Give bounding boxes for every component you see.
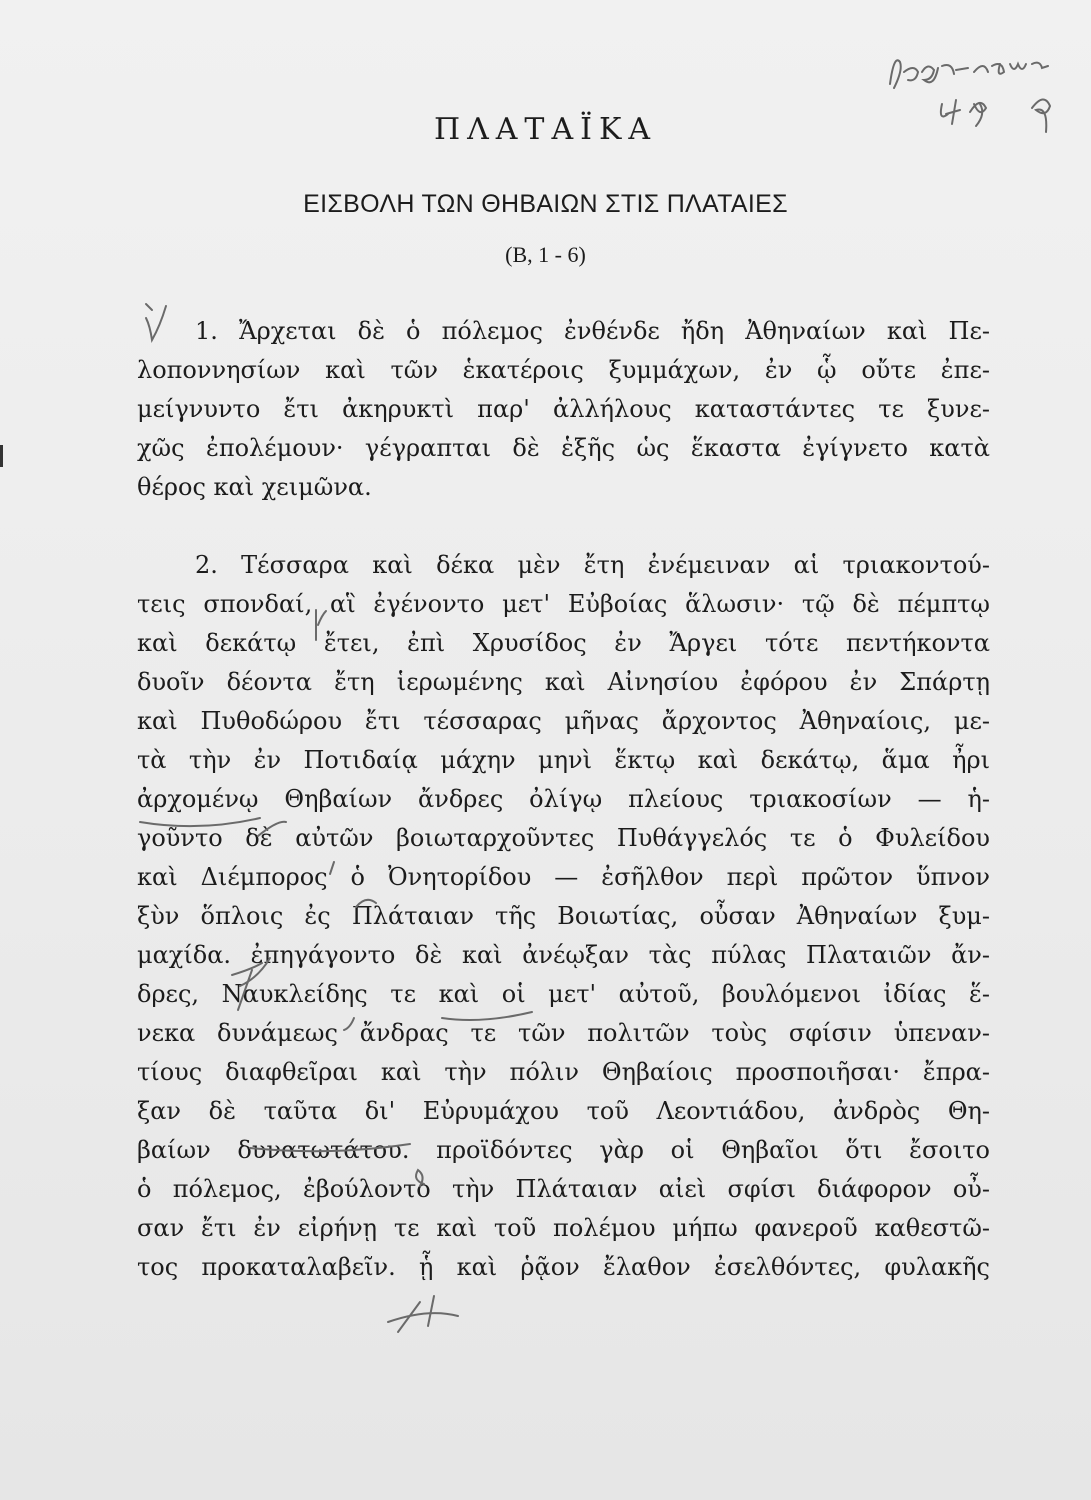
text-line: ξὺν ὅπλοις ἐς Πλάταιαν τῆς Βοιωτίας, οὖσαν Ἀθηναίων ξυμ- <box>137 902 990 930</box>
text-line: τὰ τὴν ἐν Ποτιδαίᾳ μάχην μηνὶ ἕκτῳ καὶ δεκάτῳ, ἅμα ἦρι <box>137 746 990 774</box>
paragraph-2 <box>137 546 990 1287</box>
text-line: καὶ δεκάτῳ ἔτει, ἐπὶ Χρυσίδος ἐν Ἄργει τότε πεντήκοντα <box>137 629 990 657</box>
margin-edge-mark <box>0 445 3 467</box>
text-line: καὶ Διέμπορος ὁ Ὀνητορίδου — ἐσῆλθον περὶ πρῶτον ὕπνον <box>137 863 990 891</box>
text-line: χῶς ἐπολέμουν· γέγραπται δὲ ἑξῆς ὡς ἕκαστα ἐγίγνετο κατὰ <box>137 434 990 462</box>
text-line: σαν ἔτι ἐν εἰρήνῃ τε καὶ τοῦ πολέμου μήπω φανεροῦ καθεστῶ- <box>137 1214 990 1242</box>
text-line: τος προκαταλαβεῖν. ᾗ καὶ ῥᾷον ἔλαθον ἐσελθόντες, φυλακῆς <box>137 1253 990 1281</box>
greek-text-body <box>137 312 990 1287</box>
text-line: δυοῖν δέοντα ἔτη ἱερωμένης καὶ Αἰνησίου ἐφόρου ἐν Σπάρτῃ <box>137 668 990 696</box>
text-line: 2. Τέσσαρα καὶ δέκα μὲν ἔτη ἐνέμειναν αἱ τριακοντού- <box>195 551 990 579</box>
text-line: καὶ Πυθοδώρου ἔτι τέσσαρας μῆνας ἄρχοντος Ἀθηναίοις, με- <box>137 707 990 735</box>
text-line: νεκα δυνάμεως ἄνδρας τε τῶν πολιτῶν τοὺς σφίσιν ὑπεναν- <box>137 1019 990 1047</box>
text-line: 1. Ἄρχεται δὲ ὁ πόλεμος ἐνθένδε ἤδη Ἀθηναίων καὶ Πε- <box>195 317 990 345</box>
text-line: βαίων δυνατωτάτου. προϊδόντες γὰρ οἱ Θηβαῖοι ὅτι ἔσοιτο <box>137 1136 990 1164</box>
book-reference: (Β, 1 - 6) <box>505 242 586 267</box>
text-line: ὁ πόλεμος, ἐβούλοντο τὴν Πλάταιαν αἰεὶ σφίσι διάφορον οὖ- <box>137 1175 990 1203</box>
paragraph-1 <box>137 312 990 507</box>
text-line: θέρος καὶ χειμῶνα. <box>137 473 372 501</box>
text-line: μείγνυντο ἔτι ἀκηρυκτὶ παρ' ἀλλήλους καταστάντες τε ξυνε- <box>137 395 990 423</box>
text-line: τίους διαφθεῖραι καὶ τὴν πόλιν Θηβαίοις προσποιῆσαι· ἔπρα- <box>137 1058 990 1086</box>
text-line: γοῦντο δὲ αὐτῶν βοιωταρχοῦντες Πυθάγγελός τε ὁ Φυλείδου <box>137 824 990 852</box>
text-line: λοποννησίων καὶ τῶν ἑκατέροις ξυμμάχων, ἐν ᾧ οὔτε ἐπε- <box>137 356 990 384</box>
text-line: δρες, Ναυκλείδης τε καὶ οἱ μετ' αὐτοῦ, βουλόμενοι ἰδίας ἕ- <box>137 980 990 1008</box>
page-title: ΠΛΑΤΑΪΚΑ <box>433 112 658 148</box>
text-line: ἀρχομένῳ Θηβαίων ἄνδρες ὀλίγῳ πλείους τριακοσίων — ἡ- <box>137 785 990 813</box>
text-line: τεις σπονδαί, αἳ ἐγένοντο μετ' Εὐβοίας ἅλωσιν· τῷ δὲ πέμπτῳ <box>137 590 990 618</box>
handwritten-annotation <box>882 42 1072 142</box>
text-line: ξαν δὲ ταῦτα δι' Εὐρυμάχου τοῦ Λεοντιάδου, ἀνδρὸς Θη- <box>137 1097 990 1125</box>
text-line: μαχίδα. ἐπηγάγοντο δὲ καὶ ἀνέῳξαν τὰς πύλας Πλαταιῶν ἄν- <box>137 941 990 969</box>
section-title: ΕΙΣΒΟΛΗ ΤΩΝ ΘΗΒΑΙΩΝ ΣΤΙΣ ΠΛΑΤΑΙΕΣ <box>303 190 788 218</box>
